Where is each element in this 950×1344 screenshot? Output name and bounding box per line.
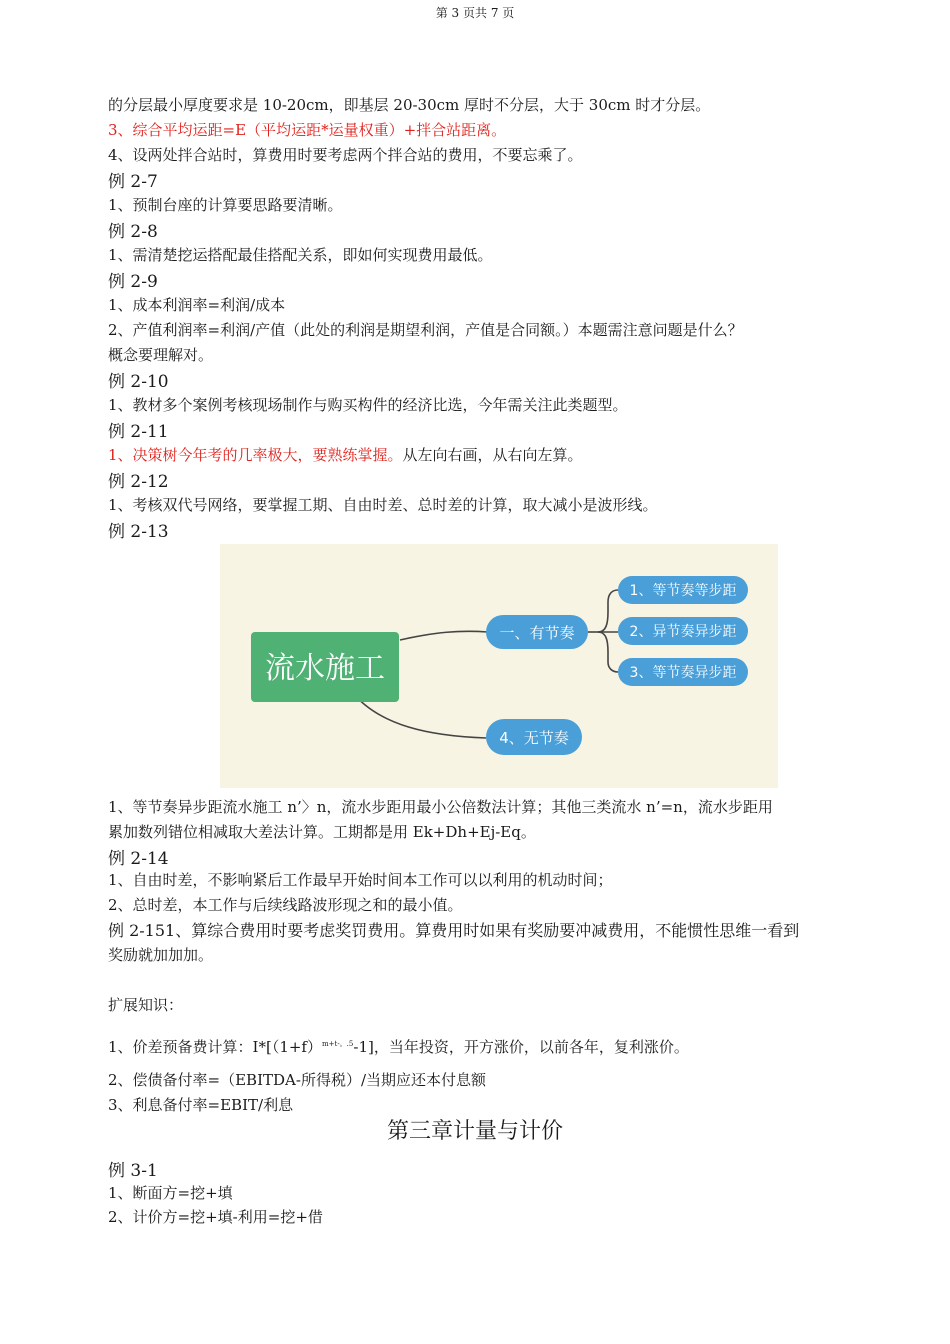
example-heading: 例 2-9 [108, 272, 158, 292]
text-line: 概念要理解对。 [108, 346, 214, 364]
example-heading: 例 2-13 [108, 522, 169, 542]
example-heading: 例 2-7 [108, 172, 158, 192]
section-label: 扩展知识： [108, 996, 184, 1014]
mindmap-branch-label: 一、有节奏 [499, 624, 575, 642]
mindmap-root-label: 流水施工 [265, 651, 385, 686]
formula-text-b: -1]，当年投资，开方涨价，以前各年，复利涨价。 [353, 1038, 689, 1056]
text-line: 2、计价方=挖+填-利用=挖+借 [108, 1208, 323, 1226]
example-heading: 例 2-12 [108, 472, 169, 492]
mindmap-leaf-label: 1、等节奏等步距 [629, 583, 737, 599]
page-header: 第 3 页共 7 页 [435, 6, 515, 20]
text-line: 1、预制台座的计算要思路要清晰。 [108, 196, 343, 214]
example-heading: 例 2-10 [108, 372, 169, 392]
text-highlight: 1、决策树今年考的几率极大，要熟练掌握。 [108, 446, 403, 464]
formula-superscript: m+t-。.5 [322, 1040, 354, 1048]
example-heading: 例 2-8 [108, 222, 158, 242]
text-line: 例 2-151、算综合费用时要考虑奖罚费用。算费用时如果有奖励要冲减费用，不能惯性思维一看到 [108, 921, 800, 940]
text-line: 4、设两处拌合站时，算费用时要考虑两个拌合站的费用，不要忘乘了。 [108, 146, 583, 164]
text-line: 1、等节奏异步距流水施工 n’〉n，流水步距用最小公倍数法计算；其他三类流水 n’=n，流水步距用 [108, 798, 773, 816]
text-line: 累加数列错位相减取大差法计算。工期都是用 Ek+Dh+Ej-Eq。 [108, 823, 536, 841]
text-normal: 从左向右画，从右向左算。 [402, 446, 583, 464]
text-line: 1、断面方=挖+填 [108, 1184, 233, 1202]
text-line: 1、自由时差，不影响紧后工作最早开始时间本工作可以以利用的机动时间； [108, 871, 613, 889]
text-line [108, 444, 583, 465]
mindmap-figure [220, 544, 778, 788]
mindmap-leaf-label: 2、异节奏异步距 [629, 624, 737, 640]
text-line-highlight: 3、综合平均运距=E（平均运距*运量权重）+拌合站距离。 [108, 121, 507, 139]
chapter-title: 第三章计量与计价 [386, 1119, 563, 1144]
text-line: 2、产值利润率=利润/产值（此处的利润是期望利润，产值是合同额。）本题需注意问题是什么？ [108, 321, 743, 339]
example-heading: 例 3-1 [108, 1161, 158, 1181]
text-line: 1、需清楚挖运搭配最佳搭配关系，即如何实现费用最低。 [108, 246, 493, 264]
text-line: 3、利息备付率=EBIT/利息 [108, 1096, 294, 1114]
text-line: 奖励就加加加。 [108, 946, 214, 964]
text-line: 的分层最小厚度要求是 10-20cm，即基层 20-30cm 厚时不分层，大于 30cm 时才分层。 [108, 96, 711, 114]
mindmap-leaf-label: 3、等节奏异步距 [629, 665, 737, 681]
text-line: 1、教材多个案例考核现场制作与购买构件的经济比选，今年需关注此类题型。 [108, 396, 628, 414]
example-heading: 例 2-11 [108, 422, 169, 442]
text-line: 1、考核双代号网络，要掌握工期、自由时差、总时差的计算，取大减小是波形线。 [108, 496, 658, 514]
formula-text-a: 1、价差预备费计算：I*[（1+f） [108, 1038, 322, 1056]
text-line: 2、偿债备付率=（EBITDA-所得税）/当期应还本付息额 [108, 1071, 486, 1089]
text-line: 2、总时差，本工作与后续线路波形现之和的最小值。 [108, 896, 463, 914]
text-line: 1、成本利润率=利润/成本 [108, 296, 286, 314]
mindmap-branch-label: 4、无节奏 [499, 729, 569, 747]
example-heading: 例 2-14 [108, 849, 169, 869]
text-line [108, 1036, 689, 1057]
